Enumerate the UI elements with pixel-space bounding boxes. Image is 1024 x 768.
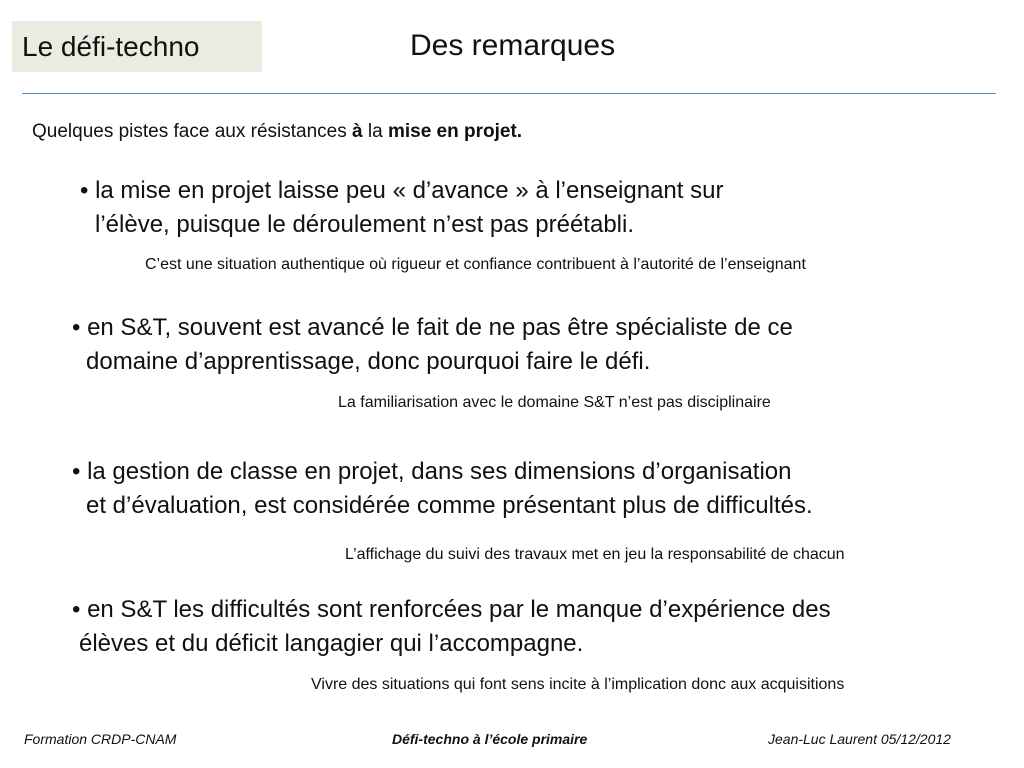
section-tag-label: Le défi-techno [22,31,200,62]
note-1: C’est une situation authentique où rigueur et confiance contribuent à l’autorité de l’enseignant [145,256,806,273]
bullet-point-2 [72,311,793,379]
note-2: La familiarisation avec le domaine S&T n’est pas disciplinaire [338,394,771,411]
bullet-point-3-line-2: et d’évaluation, est considérée comme présentant plus de difficultés. [86,492,813,519]
page-title: Des remarques [410,29,616,62]
title-divider [22,93,996,94]
intro-text [32,119,522,145]
bullet-point-1-line-1: • la mise en projet laisse peu « d’avance » à l’enseignant sur [80,177,724,204]
bullet-point-4 [72,593,831,661]
intro-part-2: à [352,121,363,142]
note-3: L’affichage du suivi des travaux met en jeu la responsabilité de chacun [345,546,845,563]
bullet-point-2-line-1: • en S&T, souvent est avancé le fait de ne pas être spécialiste de ce [72,314,793,341]
note-4: Vivre des situations qui font sens incite à l’implication donc aux acquisitions [311,676,845,693]
footer-left: Formation CRDP-CNAM [24,731,177,747]
section-tag [12,21,262,72]
bullet-point-4-line-1: • en S&T les difficultés sont renforcées par le manque d’expérience des [72,596,831,623]
intro-part-1: Quelques pistes face aux résistances [32,121,353,142]
bullet-point-1 [80,174,723,242]
bullet-point-4-line-2: élèves et du déficit langagier qui l’accompagne. [79,630,584,657]
footer-right: Jean-Luc Laurent 05/12/2012 [768,731,951,747]
bullet-point-3 [72,455,813,523]
bullet-point-3-line-1: • la gestion de classe en projet, dans ses dimensions d’organisation [72,458,792,485]
bullet-point-1-line-2: l’élève, puisque le déroulement n’est pas préétabli. [95,211,635,238]
intro-part-3: la [362,121,388,142]
intro-part-4: mise en projet. [387,121,523,142]
footer-center: Défi-techno à l’école primaire [392,731,588,747]
bullet-point-2-line-2: domaine d’apprentissage, donc pourquoi faire le défi. [86,348,651,375]
